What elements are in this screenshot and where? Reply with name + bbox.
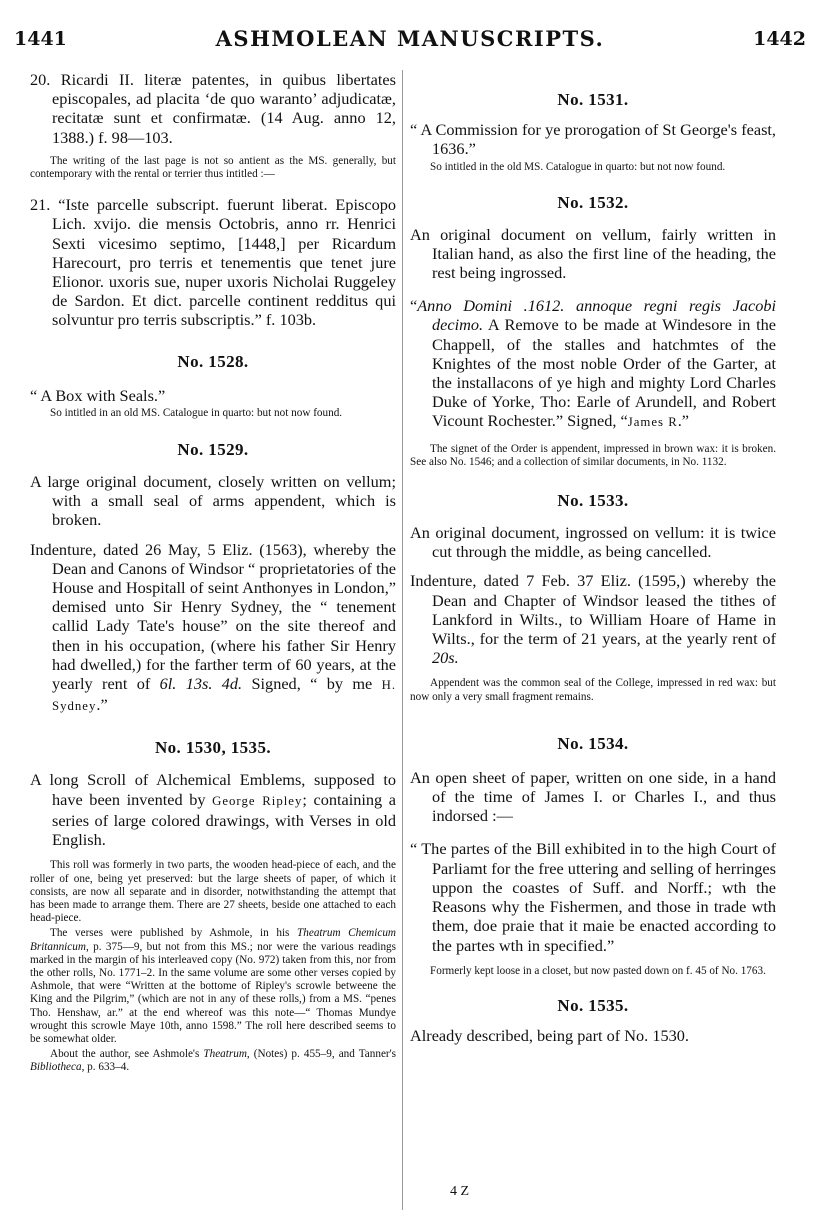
entry-1533-description: An original document, ingrossed on vellum: it is twice cut through the middle, as being cancelled. [410,523,776,562]
entry-1528: “ A Box with Seals.” [30,385,166,405]
note-1531: So intitled in the old MS. Catalogue in quarto: but not now found. [430,161,726,174]
page-number-right: 1442 [753,28,806,50]
note-1534: Formerly kept loose in a closet, but now pasted down on f. 45 of No. 1763. [430,964,766,977]
note-1530-verses-text: The verses were published by Ashmole, in his [50,927,290,940]
entry-1529-indenture [30,540,396,717]
entry-1529-indenture-text: Indenture, dated 26 May, 5 Eliz. (1563), whereby the Dean and Canons of Windsor “ proprietatories of the House and Hospitall of seint Anthonyes in London,” demised unto Sir Henry Sydney, the “ tenement callid Lady Tate's house” on the site thereof and then in his occupation, (where his father Sir Henry had dwelled,) for the farther term of 60 years, at the yearly rent of [30,539,396,694]
note-1530-roll: This roll was formerly in two parts, the wooden head-piece of each, and the roller of one, being yet preserved: but the large sheets of paper, of which it consists, are now all separate and in disorder, notwithstanding the attempt that has been made to arrange them. There are 27 sheets, beside one attached to each head-piece. [30,859,396,925]
entry-1529-end: .” [96,695,108,715]
note-1530-author-text-3: , p. 633–4. [81,1061,130,1074]
heading-no-1529: No. 1529. [177,440,249,460]
note-1530-author-text: About the author, see Ashmole's [50,1048,200,1061]
entry-1532-date: Anno Domini .1612. annoque regni regis Jacobi decimo. [417,296,776,335]
heading-no-1532: No. 1532. [557,192,629,212]
entry-1533-text: Indenture, dated 7 Feb. 37 Eliz. (1595,) whereby the Dean and Chapter of Windsor leased the tithes of Lankford in Wilts., to William Hoare of Hame in Wilts., for the term of 21 years, at the yearly rent of [410,571,776,649]
page-title: ASHMOLEAN MANUSCRIPTS. [215,26,605,51]
note-1530-bibliotheca: Bibliotheca [30,1061,82,1074]
entry-1532-signatory: James R [627,415,678,430]
entry-20: 20. Ricardi II. literæ patentes, in quibus libertates episcopales, ad placita ‘de quo waranto’ adjudicatæ, recitatæ sunt et confirmatæ. (14 Aug. anno 12, 1388.) f. 98—103. [30,70,396,147]
entry-1529-signatory: H. Sydney [52,678,397,714]
note-1530-theatrum-title: Theatrum Chemicum Britannicum [30,927,397,953]
note-1530-verses [30,927,396,1046]
heading-no-1528: No. 1528. [177,351,249,371]
heading-no-1535: No. 1535. [557,995,629,1015]
entry-1529-rent: 6l. 13s. 4d. [159,674,243,694]
entry-1533-rent: 20s. [432,648,459,668]
note-1532: The signet of the Order is appendent, impressed in brown wax: it is broken. See also No. 1546; and a collection of similar documents, in No. 1132. [410,442,776,468]
entry-1531: “ A Commission for ye prorogation of St George's feast, 1636.” [410,120,776,159]
right-column [410,70,776,1045]
entry-1533-indenture [410,571,776,667]
entry-1529-description: A large original document, closely written on vellum; with a small seal of arms appendent, which is broken. [30,472,396,530]
heading-no-1530: No. 1530, 1535. [154,738,272,758]
running-header [14,28,806,58]
column-divider [402,70,403,1210]
entry-1535: Already described, being part of No. 1530. [410,1025,689,1045]
note-1530-verses-text-end: , p. 375—9, but not from this MS.; nor were the various readings marked in the margin of his interleaved copy (No. 972) taken from this, nor from the other rolls, No. 1771–2. In the same volume are some other verses copied by Ashmole, that were “Written at the bottome of Ripley's scrowle betweene the King and the Pilgrim,” (which are not in any of these rolls,) from a MS. “penes Tho. Henshaw, ar.” at the end whereof was this note—“ Thomas Mundye wrought this scrowle Maye 10th, anno 1598.” The roll here described seems to be somewhat older. [30,940,396,1045]
entry-1530-text: A long Scroll of Alchemical Emblems, supposed to have been invented by [30,770,396,809]
note-1533: Appendent was the common seal of the College, impressed in red wax: but now only a very small fragment remains. [410,677,776,703]
entry-1529-signed: Signed, “ by me [251,674,373,694]
note-entry-20: The writing of the last page is not so antient as the MS. generally, but contemporary with the rental or terrier thus intitled :— [30,154,396,181]
note-1530-author-text-2: , (Notes) p. 455–9, and Tanner's [246,1048,397,1061]
note-1530-theatrum: Theatrum [203,1048,247,1061]
entry-1532-remove: “Anno Domini .1612. annoque regni regis Jacobi decimo. A Remove to be made at Windesore in the Chappell, of the stalles and hatchmtes of the Knightes of the most noble Order of the Garter, at the installacons of ye high and mighty Lord Charles Duke of Yorke, Tho: Earle of Arundell, and Robert Vicount Rochester.” Signed, “James R.” [410,296,776,431]
entry-1532-end: .” [677,411,690,431]
entry-1530 [30,770,396,849]
note-1530-author [30,1048,396,1074]
entry-1534-description: An open sheet of paper, written on one side, in a hand of the time of James I. or Charles I., and thus indorsed :— [410,767,776,826]
heading-no-1533: No. 1533. [557,491,629,511]
left-column [30,70,396,1085]
entry-1534-bill: “ The partes of the Bill exhibited in to the high Court of Parliamt for the free uttering and selling of herringes uppon the coastes of Suff. and Norff.; wth the Reasons why the Fishermen, and those in trade wth them, doe praie that it maie be enacted according to the partes wth in specified.” [410,839,776,955]
signature-mark: 4 Z [450,1184,470,1199]
note-1528: So intitled in an old MS. Catalogue in quarto: but not now found. [50,406,343,419]
page-number-left: 1441 [14,28,67,50]
heading-no-1534: No. 1534. [557,733,629,753]
entry-21: 21. “Iste parcelle subscript. fuerunt liberat. Episcopo Lich. xvijo. die mensis Octobris, anno rr. Henrici Sexti vicesimo septimo, [1448,] per Ricardum Harecourt, pro terris et tenementis que tenet jure Elionor. uxoris sue, nuper uxoris Nicholai Ruggeley de Sardon. Et dict. parcelle continent redditus qui solvuntur pro terris subscriptis.” f. 103b. [30,195,396,330]
entry-1530-author: George Ripley [212,793,303,808]
entry-1530-text-end: ; containing a series of large colored drawings, with Verses in old English. [52,789,396,850]
entry-1532-description: An original document on vellum, fairly written in Italian hand, as also the first line of the heading, the rest being ingrossed. [410,224,776,283]
entry-1532-text: A Remove to be made at Windesore in the Chappell, of the stalles and hatchmtes of the Knightes of the most noble Order of the Garter, at the installacons of ye high and mighty Lord Charles Duke of Yorke, Tho: Earle of Arundell, and Robert Vicount Rochester.” Signed, “ [432,315,776,431]
heading-no-1531: No. 1531. [557,90,629,109]
